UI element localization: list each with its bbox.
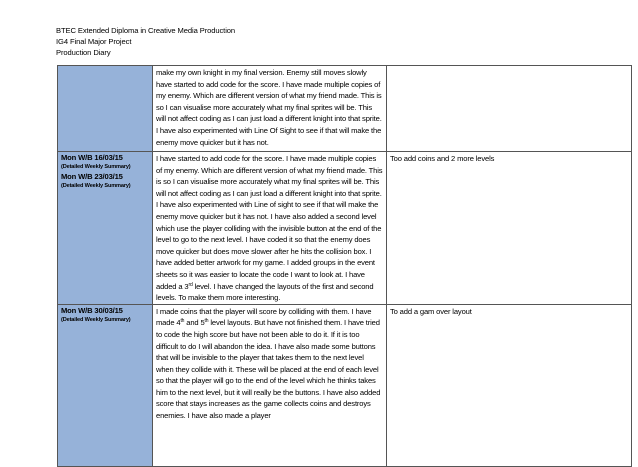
course-title: BTEC Extended Diploma in Creative Media Production bbox=[56, 26, 236, 35]
ordinal-suffix: rd bbox=[188, 281, 193, 288]
diary-title: Production Diary bbox=[56, 48, 111, 57]
diary-entry-cell bbox=[153, 152, 387, 305]
diary-entry-text: level layouts. But have not finished them. I have tried to code the high score but have not been able to do it. If it is too difficult to do I will abandon the idea. I have also made some buttons that will be invisible to the player that takes them to the next level when they collide with it. These will be placed at the end of each level so that the player will go to the end of the level which he thinks takes him to the next level, but it will really be the buttons. I have also added score that stays increases as the game collects coins and destroys enemies. I have also made a player bbox=[156, 318, 381, 421]
week-label: Mon W/B 16/03/15 bbox=[61, 153, 123, 162]
week-summary-label: (Detailed Weekly Summary) bbox=[61, 316, 131, 323]
week-cell bbox=[58, 152, 153, 305]
notes-text: To add a gam over layout bbox=[390, 306, 472, 316]
diary-entry-text: make my own knight in my final version. Enemy still moves slowly have started to add code for the score. I have made multiple copies of my enemy. Which are different version of what my friend made. This is so I can visualise more accurately what my final sprites will be. This will not affect coding as I can just load a different knight into that sprite. I have also experimented with Line Of Sight to see if that will make the enemy move quicker but it has not. bbox=[156, 68, 382, 147]
week-label: Mon W/B 23/03/15 bbox=[61, 172, 123, 181]
diary-entry-cell bbox=[153, 66, 387, 152]
week-cell bbox=[58, 304, 153, 466]
notes-text: Too add coins and 2 more levels bbox=[390, 154, 495, 163]
ordinal-suffix: th bbox=[204, 318, 209, 325]
week-label: Mon W/B 30/03/15 bbox=[61, 305, 123, 315]
week-cell bbox=[58, 66, 153, 152]
diary-entry-cell bbox=[153, 304, 387, 466]
table-row bbox=[58, 304, 632, 466]
table-row bbox=[58, 152, 632, 305]
notes-cell bbox=[387, 304, 632, 466]
diary-entry-text: I have started to add code for the score. I have made multiple copies of my enemy. Which are different version of what my friend made. This is so I can visualise more accurately what my final sprites will be. This will not affect coding as I can just load a different knight into that sprite. I have also experimented with Line of sight to see if that will make the enemy move quicker but it has not. I have also added a second level which use the player colliding with the invisible button at the end of the level to go to the next level. I have coded it so that the enemy does move quicker but does move slower after he hits the collision box. I have added better artwork for my game. I added groups in the event sheets so it was easier to locate the code I want to look at. I have added a 3 bbox=[156, 154, 383, 291]
diary-entry-text: I made coins that the player will score by colliding with them. I have made 4 bbox=[156, 306, 372, 328]
notes-cell bbox=[387, 152, 632, 305]
project-title: IG4 Final Major Project bbox=[56, 37, 132, 46]
ordinal-suffix: th bbox=[180, 318, 185, 325]
week-summary-label: (Detailed Weekly Summary) bbox=[61, 183, 131, 189]
week-summary-label: (Detailed Weekly Summary) bbox=[61, 164, 131, 170]
diary-entry-text: and 5 bbox=[184, 318, 205, 328]
notes-cell bbox=[387, 66, 632, 152]
production-diary-table bbox=[57, 65, 632, 467]
diary-entry-text: level. I have changed the layouts of the first and second levels. To make them more interesting. bbox=[156, 281, 374, 303]
table-row bbox=[58, 66, 632, 152]
document-header bbox=[56, 25, 235, 58]
